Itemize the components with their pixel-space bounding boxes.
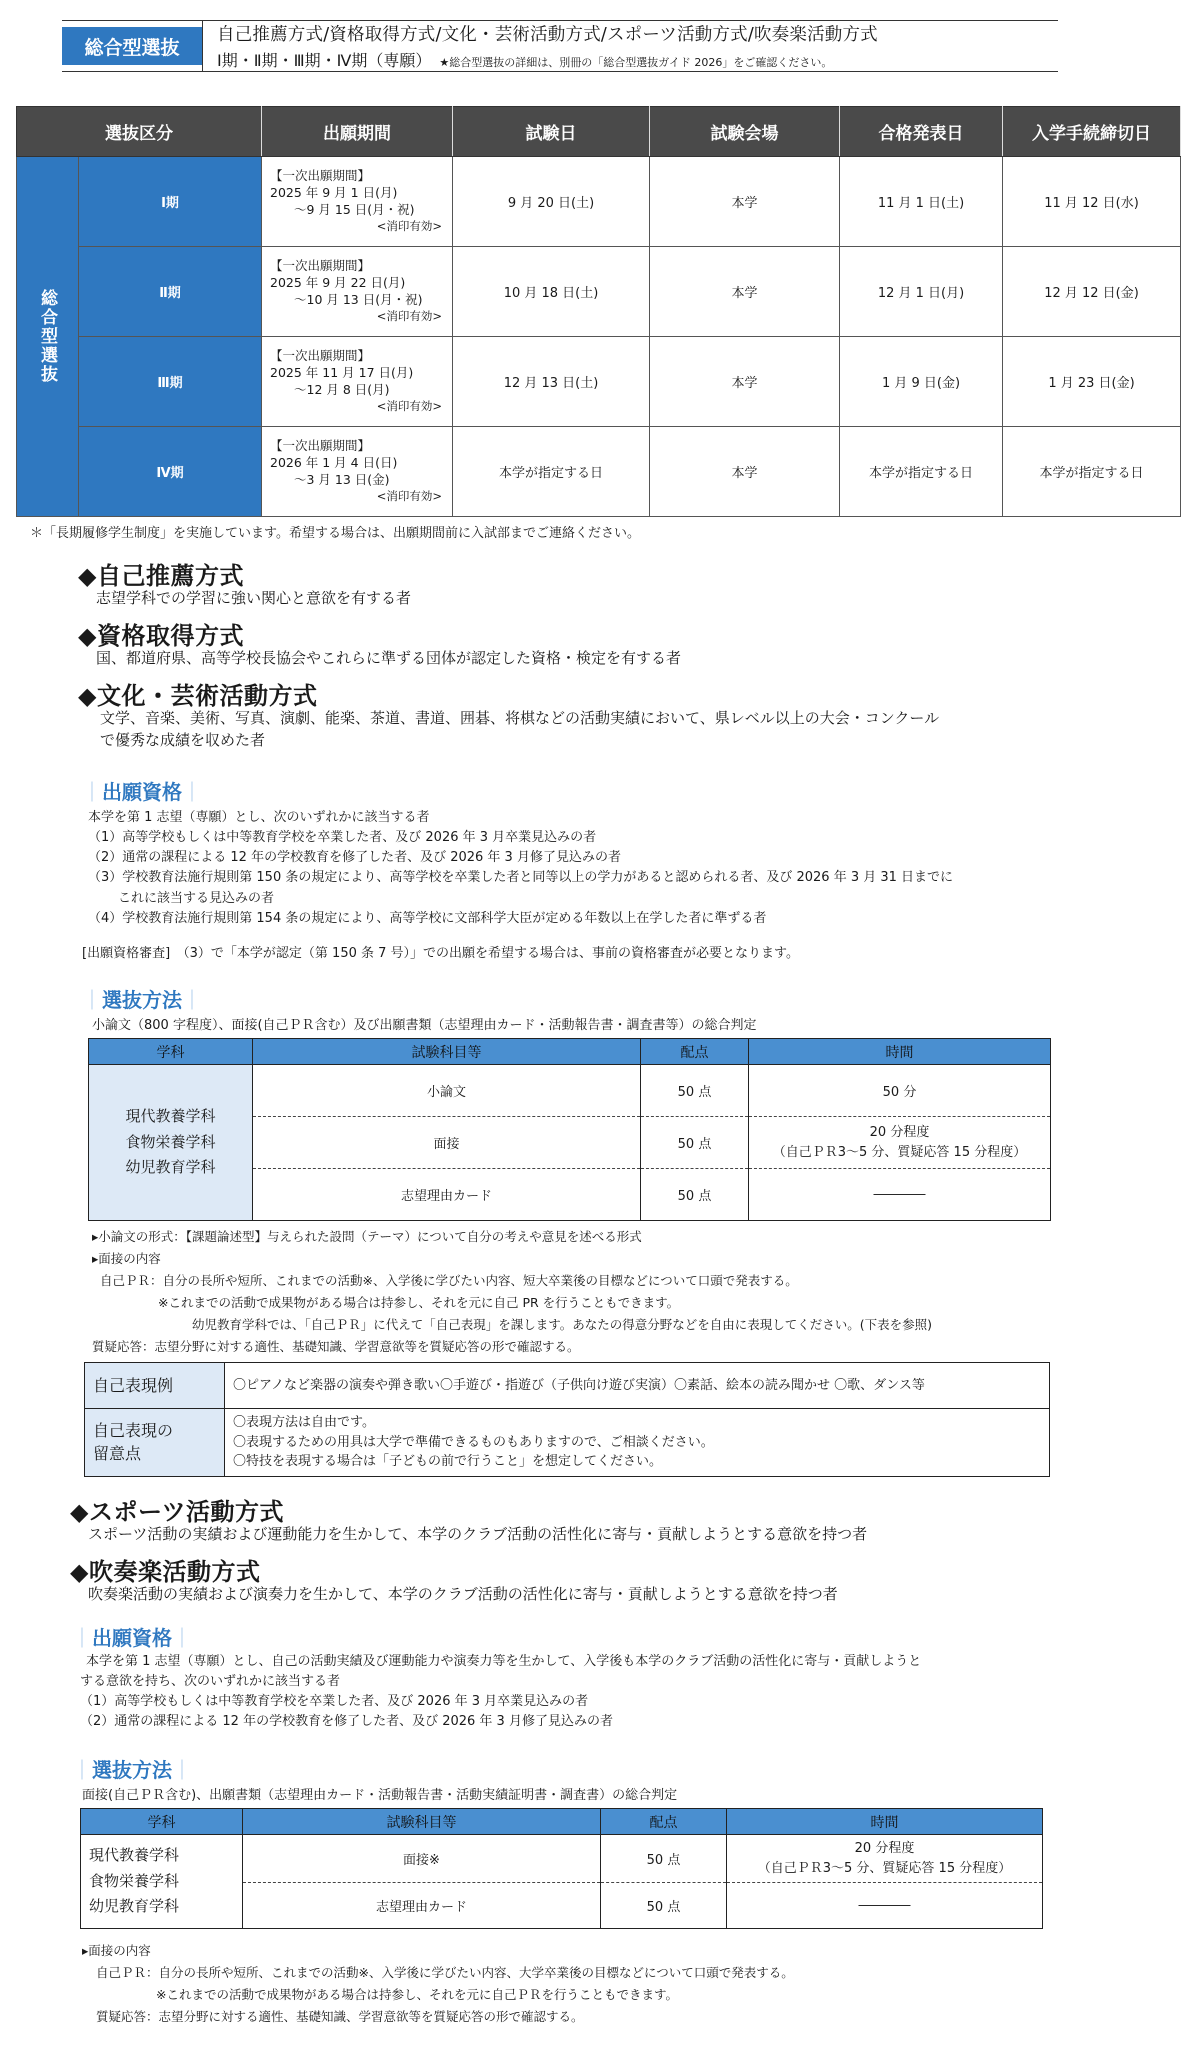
table-row bbox=[17, 157, 1181, 247]
col-header-subject: 試験科目等 bbox=[253, 1039, 641, 1065]
expression-example-value: 〇ピアノなど楽器の演奏や弾き歌い〇手遊び・指遊び（子供向け遊び実演）〇素話、絵本の読み聞かせ 〇歌、ダンス等 bbox=[225, 1363, 1050, 1409]
exam-time: 20 分程度 （自己ＰＲ3～5 分、質疑応答 15 分程度） bbox=[727, 1835, 1043, 1883]
col-header-application: 出願期間 bbox=[262, 107, 453, 157]
enrollment-deadline: 1 月 23 日(金) bbox=[1003, 337, 1181, 427]
section-heading: ｜出願資格｜ bbox=[72, 1626, 192, 1650]
long-term-note: ＊「長期履修学生制度」を実施しています。希望する場合は、出願期間前に入試部までご連絡ください。 bbox=[30, 526, 640, 541]
exam-points: 50 点 bbox=[601, 1835, 727, 1883]
col-header-category: 選抜区分 bbox=[17, 107, 262, 157]
exam-points: 50 点 bbox=[641, 1169, 749, 1221]
selection-table bbox=[80, 1808, 1043, 1929]
selection-intro: 面接(自己ＰＲ含む)、出願書類（志望理由カード・活動報告書・活動実績証明書・調査書）の総合判定 bbox=[82, 1788, 678, 1803]
department-list: 現代教養学科 食物栄養学科 幼児教育学科 bbox=[89, 1065, 253, 1221]
exam-venue: 本学 bbox=[650, 247, 840, 337]
method-title: ◆自己推薦方式 bbox=[78, 562, 244, 590]
group-label: 総合型選抜 bbox=[17, 157, 79, 517]
selection-table bbox=[88, 1038, 1051, 1221]
col-header-dept: 学科 bbox=[89, 1039, 253, 1065]
early-childhood-note: 幼児教育学科では、「自己ＰＲ」に代えて「自己表現」を課します。あなたの得意分野などを自由に表現してください。(下表を参照) bbox=[192, 1317, 933, 1332]
exam-venue: 本学 bbox=[650, 427, 840, 517]
expression-example-label: 自己表現例 bbox=[85, 1363, 225, 1409]
method-description: 志望学科での学習に強い関心と意欲を有する者 bbox=[96, 589, 412, 607]
method-description: 吹奏楽活動の実績および演奏力を生かして、本学のクラブ活動の活性化に寄与・貢献しようとする意欲を持つ者 bbox=[88, 1585, 838, 1603]
exam-time: 50 分 bbox=[749, 1065, 1051, 1117]
exam-time: ―――― bbox=[749, 1169, 1051, 1221]
col-header-venue: 試験会場 bbox=[650, 107, 840, 157]
expression-notes-label: 自己表現の 留意点 bbox=[85, 1409, 225, 1477]
method-description: 文学、音楽、美術、写真、演劇、能楽、茶道、書道、囲碁、将棋などの活動実績において、県レベル以上の大会・コンクール で優秀な成績を収めた者 bbox=[100, 709, 940, 749]
header-note: ★総合型選抜の詳細は、別冊の「総合型選抜ガイド 2026」をご確認ください。 bbox=[439, 56, 833, 69]
application-period: 【一次出願期間】 2025 年 9 月 1 日(月) ～9 月 15 日(月・祝) <消印有効> bbox=[262, 157, 453, 247]
department-list: 現代教養学科 食物栄養学科 幼児教育学科 bbox=[81, 1835, 243, 1929]
table-row bbox=[17, 337, 1181, 427]
self-pr-note: 自己ＰＲ：自分の長所や短所、これまでの活動※、入学後に学びたい内容、大学卒業後の目標などについて口頭で発表する。 bbox=[96, 1965, 794, 1980]
interview-heading: ▸面接の内容 bbox=[82, 1943, 151, 1958]
header-text bbox=[202, 21, 1058, 71]
page-header bbox=[62, 20, 1058, 72]
exam-subject: 小論文 bbox=[253, 1065, 641, 1117]
qa-note: 質疑応答：志望分野に対する適性、基礎知識、学習意欲等を質疑応答の形で確認する。 bbox=[92, 1339, 580, 1354]
selection-intro: 小論文（800 字程度）、面接(自己ＰＲ含む）及び出願書類（志望理由カード・活動報告書・調査書等）の総合判定 bbox=[92, 1018, 757, 1033]
section-heading: ｜選抜方法｜ bbox=[82, 988, 202, 1012]
method-description: 国、都道府県、高等学校長協会やこれらに準ずる団体が認定した資格・検定を有する者 bbox=[96, 649, 682, 667]
col-header-subject: 試験科目等 bbox=[243, 1809, 601, 1835]
application-period: 【一次出願期間】 2026 年 1 月 4 日(日) ～3 月 13 日(金) <消印有効> bbox=[262, 427, 453, 517]
header-periods: Ⅰ期・Ⅱ期・Ⅲ期・Ⅳ期（専願） ★総合型選抜の詳細は、別冊の「総合型選抜ガイド 2026」をご確認ください。 bbox=[217, 51, 833, 70]
method-description: スポーツ活動の実績および運動能力を生かして、本学のクラブ活動の活性化に寄与・貢献しようとする意欲を持つ者 bbox=[88, 1525, 868, 1543]
header-methods: 自己推薦方式/資格取得方式/文化・芸術活動方式/スポーツ活動方式/吹奏楽活動方式 bbox=[217, 25, 878, 45]
table-row bbox=[89, 1065, 1051, 1117]
table-row bbox=[85, 1363, 1050, 1409]
period-label: Ⅳ期 bbox=[79, 427, 262, 517]
section-heading: ｜選抜方法｜ bbox=[72, 1758, 192, 1782]
table-row bbox=[81, 1835, 1043, 1883]
exam-subject: 志望理由カード bbox=[243, 1883, 601, 1929]
application-period: 【一次出願期間】 2025 年 11 月 17 日(月) ～12 月 8 日(月) <消印有効> bbox=[262, 337, 453, 427]
method-title: ◆スポーツ活動方式 bbox=[70, 1498, 284, 1526]
selection-header-row bbox=[81, 1809, 1043, 1835]
enrollment-deadline: 本学が指定する日 bbox=[1003, 427, 1181, 517]
self-pr-note: 自己ＰＲ：自分の長所や短所、これまでの活動※、入学後に学びたい内容、短大卒業後の目標などについて口頭で発表する。 bbox=[100, 1273, 798, 1288]
table-row bbox=[85, 1409, 1050, 1477]
eligibility-text: 本学を第 1 志望（専願）とし、次のいずれかに該当する者 （1）高等学校もしくは中等教育学校を卒業した者、及び 2026 年 3 月卒業見込みの者 （2）通常の課程による 12 年の学校教育を修了した者、及び 2026 年 3 月修了見込みの者 （3）学校教育法施行規則第 150 条の規定により、高等学校を卒業した者と同等以上の学力があると認められる者、及び 2026 年 3 月 31 日までに これに該当する見込みの者 （4）学校教育法施行規則第 154 条の規定により、高等学校に文部科学大臣が定める年数以上在学した者に準ずる者 bbox=[88, 810, 954, 926]
expression-notes-value: 〇表現方法は自由です。 〇表現するための用具は大学で準備できるものもありますので、ご相談ください。 〇特技を表現する場合は「子どもの前で行うこと」を想定してください。 bbox=[225, 1409, 1050, 1477]
result-date: 本学が指定する日 bbox=[840, 427, 1003, 517]
exam-date: 10 月 18 日(土) bbox=[453, 247, 650, 337]
exam-subject: 面接 bbox=[253, 1117, 641, 1169]
eligibility-review: [出願資格審査] （3）で「本学が認定（第 150 条 7 号）」での出願を希望する場合は、事前の資格審査が必要となります。 bbox=[82, 946, 799, 961]
exam-date: 9 月 20 日(土) bbox=[453, 157, 650, 247]
interview-heading: ▸面接の内容 bbox=[92, 1251, 161, 1266]
schedule-header-row bbox=[17, 107, 1181, 157]
exam-date: 12 月 13 日(土) bbox=[453, 337, 650, 427]
section-heading: ｜出願資格｜ bbox=[82, 780, 202, 804]
exam-subject: 志望理由カード bbox=[253, 1169, 641, 1221]
period-label: Ⅱ期 bbox=[79, 247, 262, 337]
result-date: 1 月 9 日(金) bbox=[840, 337, 1003, 427]
col-header-points: 配点 bbox=[641, 1039, 749, 1065]
col-header-dept: 学科 bbox=[81, 1809, 243, 1835]
col-header-result: 合格発表日 bbox=[840, 107, 1003, 157]
col-header-time: 時間 bbox=[749, 1039, 1051, 1065]
col-header-deadline: 入学手続締切日 bbox=[1003, 107, 1181, 157]
exam-points: 50 点 bbox=[641, 1117, 749, 1169]
col-header-exam-date: 試験日 bbox=[453, 107, 650, 157]
col-header-points: 配点 bbox=[601, 1809, 727, 1835]
result-date: 12 月 1 日(月) bbox=[840, 247, 1003, 337]
header-label: 総合型選抜 bbox=[62, 27, 202, 65]
method-title: ◆文化・芸術活動方式 bbox=[78, 682, 318, 710]
deliverable-note: ※これまでの活動で成果物がある場合は持参し、それを元に自己ＰＲを行うこともできます。 bbox=[156, 1987, 678, 2002]
exam-time: 20 分程度 （自己ＰＲ3～5 分、質疑応答 15 分程度） bbox=[749, 1117, 1051, 1169]
eligibility-text: 本学を第 1 志望（専願）とし、自己の活動実績及び運動能力や演奏力等を生かして、入学後も本学のクラブ活動の活性化に寄与・貢献しようと する意欲を持ち、次のいずれかに該当する者 （1）高等学校もしくは中等教育学校を卒業した者、及び 2026 年 3 月卒業見込みの者 （2）通常の課程による 12 年の学校教育を修了した者、及び 2026 年 3 月修了見込みの者 bbox=[80, 1654, 922, 1730]
period-label: Ⅲ期 bbox=[79, 337, 262, 427]
method-title: ◆吹奏楽活動方式 bbox=[70, 1558, 261, 1586]
deliverable-note: ※これまでの活動で成果物がある場合は持参し、それを元に自己 PR を行うこともできます。 bbox=[158, 1295, 680, 1310]
enrollment-deadline: 12 月 12 日(金) bbox=[1003, 247, 1181, 337]
exam-date: 本学が指定する日 bbox=[453, 427, 650, 517]
period-label: Ⅰ期 bbox=[79, 157, 262, 247]
selection-header-row bbox=[89, 1039, 1051, 1065]
col-header-time: 時間 bbox=[727, 1809, 1043, 1835]
exam-points: 50 点 bbox=[641, 1065, 749, 1117]
exam-venue: 本学 bbox=[650, 337, 840, 427]
result-date: 11 月 1 日(土) bbox=[840, 157, 1003, 247]
self-expression-table bbox=[84, 1362, 1050, 1477]
qa-note: 質疑応答：志望分野に対する適性、基礎知識、学習意欲等を質疑応答の形で確認する。 bbox=[96, 2009, 584, 2024]
application-period: 【一次出願期間】 2025 年 9 月 22 日(月) ～10 月 13 日(月・祝) <消印有効> bbox=[262, 247, 453, 337]
essay-format-note: ▸小論文の形式：【課題論述型】与えられた設問（テーマ）について自分の考えや意見を述べる形式 bbox=[92, 1229, 642, 1244]
schedule-table bbox=[16, 106, 1181, 517]
exam-points: 50 点 bbox=[601, 1883, 727, 1929]
table-row bbox=[17, 427, 1181, 517]
method-title: ◆資格取得方式 bbox=[78, 622, 244, 650]
enrollment-deadline: 11 月 12 日(水) bbox=[1003, 157, 1181, 247]
table-row bbox=[17, 247, 1181, 337]
exam-venue: 本学 bbox=[650, 157, 840, 247]
exam-time: ―――― bbox=[727, 1883, 1043, 1929]
exam-subject: 面接※ bbox=[243, 1835, 601, 1883]
